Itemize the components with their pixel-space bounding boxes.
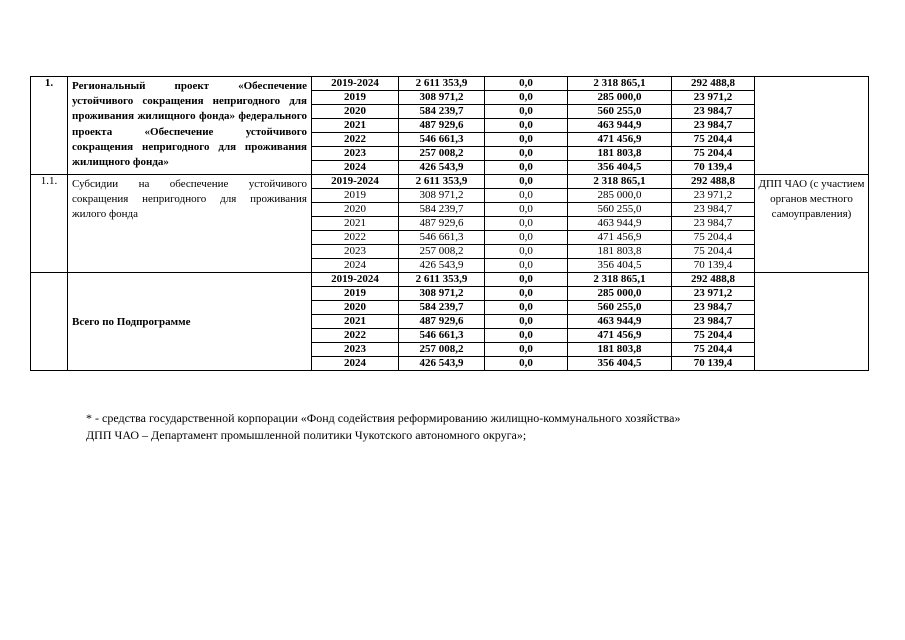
row-number: 1.1. xyxy=(31,175,68,273)
amount-cell: 0,0 xyxy=(485,245,568,259)
amount-cell: 308 971,2 xyxy=(399,189,485,203)
amount-cell: 584 239,7 xyxy=(399,203,485,217)
amount-cell: 23 984,7 xyxy=(672,301,755,315)
period-cell: 2023 xyxy=(312,147,399,161)
amount-cell: 75 204,4 xyxy=(672,343,755,357)
amount-cell: 0,0 xyxy=(485,91,568,105)
amount-cell: 23 984,7 xyxy=(672,217,755,231)
amount-cell: 0,0 xyxy=(485,133,568,147)
amount-cell: 546 661,3 xyxy=(399,329,485,343)
amount-cell: 23 971,2 xyxy=(672,91,755,105)
budget-table xyxy=(30,76,869,371)
period-cell: 2022 xyxy=(312,231,399,245)
responsible-executor: ДПП ЧАО (с участием органов местного самоуправления) xyxy=(755,175,869,273)
amount-cell: 292 488,8 xyxy=(672,273,755,287)
amount-cell: 75 204,4 xyxy=(672,329,755,343)
amount-cell: 181 803,8 xyxy=(568,343,672,357)
amount-cell: 546 661,3 xyxy=(399,231,485,245)
amount-cell: 471 456,9 xyxy=(568,231,672,245)
measure-description: Всего по Подпрограмме xyxy=(68,273,312,371)
amount-cell: 23 984,7 xyxy=(672,315,755,329)
amount-cell: 0,0 xyxy=(485,189,568,203)
responsible-executor xyxy=(755,273,869,371)
amount-cell: 257 008,2 xyxy=(399,245,485,259)
period-cell: 2019 xyxy=(312,91,399,105)
row-number xyxy=(31,273,68,371)
amount-cell: 560 255,0 xyxy=(568,105,672,119)
amount-cell: 70 139,4 xyxy=(672,259,755,273)
period-cell: 2021 xyxy=(312,217,399,231)
measure-description: Субсидии на обеспечение устойчивого сокращения непригодного для проживания жилого фонда xyxy=(68,175,312,273)
period-cell: 2023 xyxy=(312,343,399,357)
amount-cell: 356 404,5 xyxy=(568,259,672,273)
amount-cell: 23 971,2 xyxy=(672,189,755,203)
period-cell: 2019-2024 xyxy=(312,175,399,189)
amount-cell: 181 803,8 xyxy=(568,147,672,161)
amount-cell: 584 239,7 xyxy=(399,301,485,315)
amount-cell: 0,0 xyxy=(485,147,568,161)
amount-cell: 0,0 xyxy=(485,315,568,329)
period-cell: 2021 xyxy=(312,119,399,133)
amount-cell: 2 611 353,9 xyxy=(399,273,485,287)
amount-cell: 426 543,9 xyxy=(399,259,485,273)
amount-cell: 2 318 865,1 xyxy=(568,175,672,189)
amount-cell: 23 984,7 xyxy=(672,119,755,133)
responsible-executor xyxy=(755,77,869,175)
amount-cell: 0,0 xyxy=(485,203,568,217)
period-cell: 2022 xyxy=(312,133,399,147)
period-cell: 2024 xyxy=(312,259,399,273)
amount-cell: 463 944,9 xyxy=(568,119,672,133)
amount-cell: 257 008,2 xyxy=(399,343,485,357)
amount-cell: 75 204,4 xyxy=(672,231,755,245)
amount-cell: 487 929,6 xyxy=(399,315,485,329)
amount-cell: 2 611 353,9 xyxy=(399,175,485,189)
amount-cell: 285 000,0 xyxy=(568,189,672,203)
amount-cell: 0,0 xyxy=(485,175,568,189)
period-cell: 2024 xyxy=(312,161,399,175)
amount-cell: 0,0 xyxy=(485,259,568,273)
table-row xyxy=(31,273,869,287)
amount-cell: 23 984,7 xyxy=(672,105,755,119)
amount-cell: 285 000,0 xyxy=(568,91,672,105)
amount-cell: 0,0 xyxy=(485,217,568,231)
period-cell: 2019 xyxy=(312,189,399,203)
amount-cell: 70 139,4 xyxy=(672,357,755,371)
amount-cell: 2 611 353,9 xyxy=(399,77,485,91)
amount-cell: 23 984,7 xyxy=(672,203,755,217)
amount-cell: 75 204,4 xyxy=(672,245,755,259)
amount-cell: 463 944,9 xyxy=(568,315,672,329)
amount-cell: 584 239,7 xyxy=(399,105,485,119)
amount-cell: 426 543,9 xyxy=(399,161,485,175)
amount-cell: 181 803,8 xyxy=(568,245,672,259)
amount-cell: 0,0 xyxy=(485,231,568,245)
amount-cell: 285 000,0 xyxy=(568,287,672,301)
period-cell: 2019-2024 xyxy=(312,77,399,91)
period-cell: 2023 xyxy=(312,245,399,259)
amount-cell: 560 255,0 xyxy=(568,203,672,217)
table-row xyxy=(31,175,869,189)
amount-cell: 546 661,3 xyxy=(399,133,485,147)
amount-cell: 560 255,0 xyxy=(568,301,672,315)
amount-cell: 23 971,2 xyxy=(672,287,755,301)
amount-cell: 2 318 865,1 xyxy=(568,77,672,91)
amount-cell: 356 404,5 xyxy=(568,161,672,175)
period-cell: 2021 xyxy=(312,315,399,329)
amount-cell: 0,0 xyxy=(485,77,568,91)
footnotes xyxy=(86,410,680,444)
period-cell: 2019-2024 xyxy=(312,273,399,287)
amount-cell: 0,0 xyxy=(485,343,568,357)
footnote-dpp: ДПП ЧАО – Департамент промышленной политики Чукотского автономного округа»; xyxy=(86,428,527,442)
amount-cell: 356 404,5 xyxy=(568,357,672,371)
amount-cell: 257 008,2 xyxy=(399,147,485,161)
footnote-funds: * - средства государственной корпорации «Фонд содействия реформированию жилищно-коммунального хозяйства» xyxy=(86,411,681,425)
period-cell: 2020 xyxy=(312,203,399,217)
amount-cell: 0,0 xyxy=(485,287,568,301)
amount-cell: 0,0 xyxy=(485,273,568,287)
amount-cell: 0,0 xyxy=(485,161,568,175)
amount-cell: 292 488,8 xyxy=(672,77,755,91)
table-row xyxy=(31,77,869,91)
period-cell: 2020 xyxy=(312,105,399,119)
amount-cell: 471 456,9 xyxy=(568,329,672,343)
amount-cell: 0,0 xyxy=(485,329,568,343)
amount-cell: 70 139,4 xyxy=(672,161,755,175)
amount-cell: 75 204,4 xyxy=(672,133,755,147)
period-cell: 2024 xyxy=(312,357,399,371)
amount-cell: 426 543,9 xyxy=(399,357,485,371)
amount-cell: 463 944,9 xyxy=(568,217,672,231)
period-cell: 2019 xyxy=(312,287,399,301)
amount-cell: 308 971,2 xyxy=(399,287,485,301)
budget-table-body xyxy=(31,77,869,371)
amount-cell: 308 971,2 xyxy=(399,91,485,105)
amount-cell: 471 456,9 xyxy=(568,133,672,147)
amount-cell: 487 929,6 xyxy=(399,119,485,133)
amount-cell: 75 204,4 xyxy=(672,147,755,161)
measure-description: Региональный проект «Обеспечение устойчивого сокращения непригодного для проживания жилищного фонда» федерального проекта «Обеспечение устойчивого сокращения непригодного для проживания жилищного фонда» xyxy=(68,77,312,175)
amount-cell: 0,0 xyxy=(485,105,568,119)
amount-cell: 292 488,8 xyxy=(672,175,755,189)
period-cell: 2020 xyxy=(312,301,399,315)
amount-cell: 0,0 xyxy=(485,119,568,133)
amount-cell: 0,0 xyxy=(485,357,568,371)
amount-cell: 2 318 865,1 xyxy=(568,273,672,287)
period-cell: 2022 xyxy=(312,329,399,343)
amount-cell: 487 929,6 xyxy=(399,217,485,231)
amount-cell: 0,0 xyxy=(485,301,568,315)
row-number: 1. xyxy=(31,77,68,175)
